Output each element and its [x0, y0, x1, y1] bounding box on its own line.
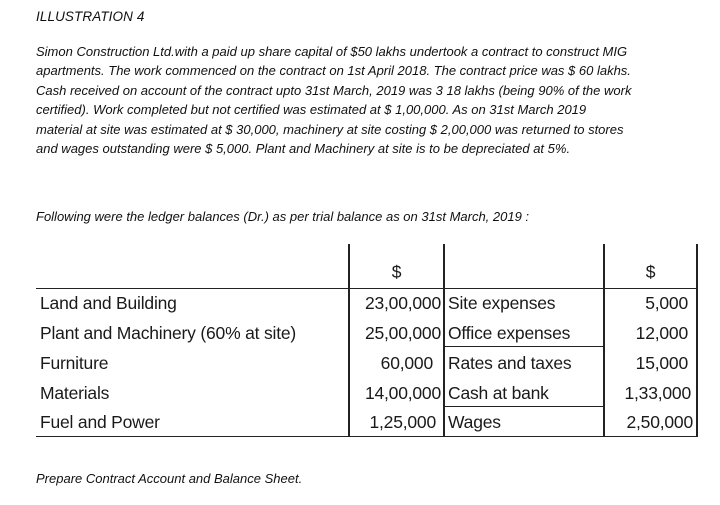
- ledger-left-label: Materials: [40, 383, 110, 403]
- paragraph-line: apartments. The work commenced on the contract on 1st April 2018. The contract price was $ 60 lakhs.: [36, 63, 631, 79]
- paragraph-line: certified). Work completed but not certified was estimated at $ 1,00,000. As on 31st March 2019: [36, 102, 587, 118]
- ledger-intro: Following were the ledger balances (Dr.) as per trial balance as on 31st March, 2019 :: [36, 209, 530, 224]
- ledger-left-label: Plant and Machinery (60% at site): [40, 323, 297, 343]
- ledger-right-label: Site expenses: [448, 293, 556, 313]
- currency-header: $: [391, 262, 402, 282]
- ledger-right-label: Rates and taxes: [448, 353, 572, 373]
- ledger-right-amount: 5,000: [645, 293, 688, 313]
- column-divider: [696, 244, 698, 436]
- ledger-right-label: Office expenses: [448, 323, 571, 343]
- illustration-heading: ILLUSTRATION 4: [36, 9, 145, 24]
- column-divider: [603, 244, 605, 436]
- ledger-right-label: Cash at bank: [448, 383, 549, 403]
- column-divider: [443, 244, 445, 436]
- ledger-left-amount: 60,000: [380, 353, 433, 373]
- row-divider: [36, 436, 698, 437]
- ledger-left-amount: 25,00,000: [364, 323, 441, 343]
- ledger-right-amount: 2,50,000: [626, 412, 693, 432]
- paragraph-line: Cash received on account of the contract upto 31st March, 2019 was 3 18 lakhs (being 90% of the work: [36, 82, 632, 98]
- task-instruction: Prepare Contract Account and Balance Sheet.: [36, 471, 303, 486]
- problem-paragraph: [36, 42, 706, 158]
- ledger-right-label: Wages: [448, 412, 501, 432]
- ledger-left-amount: 23,00,000: [364, 293, 441, 313]
- currency-header: $: [645, 262, 656, 282]
- ledger-left-label: Land and Building: [40, 293, 177, 313]
- ledger-right-amount: 12,000: [635, 323, 688, 343]
- paragraph-line: material at site was estimated at $ 30,000, machinery at site costing $ 2,00,000 was returned to stores: [36, 121, 624, 137]
- paragraph-line: Simon Construction Ltd.with a paid up share capital of $50 lakhs undertook a contract to construct MIG: [36, 44, 628, 59]
- ledger-right-amount: 15,000: [635, 353, 688, 373]
- ledger-left-amount: 14,00,000: [364, 383, 441, 403]
- ledger-right-amount: 1,33,000: [624, 383, 691, 403]
- row-divider: [443, 406, 603, 407]
- row-divider: [36, 288, 698, 289]
- ledger-left-amount: 1,25,000: [369, 412, 436, 432]
- ledger-left-label: Furniture: [40, 353, 109, 373]
- column-divider: [348, 244, 350, 436]
- paragraph-line: and wages outstanding were $ 5,000. Plant and Machinery at site is to be depreciated at 5%.: [36, 141, 571, 157]
- row-divider: [443, 346, 603, 347]
- ledger-left-label: Fuel and Power: [40, 412, 160, 432]
